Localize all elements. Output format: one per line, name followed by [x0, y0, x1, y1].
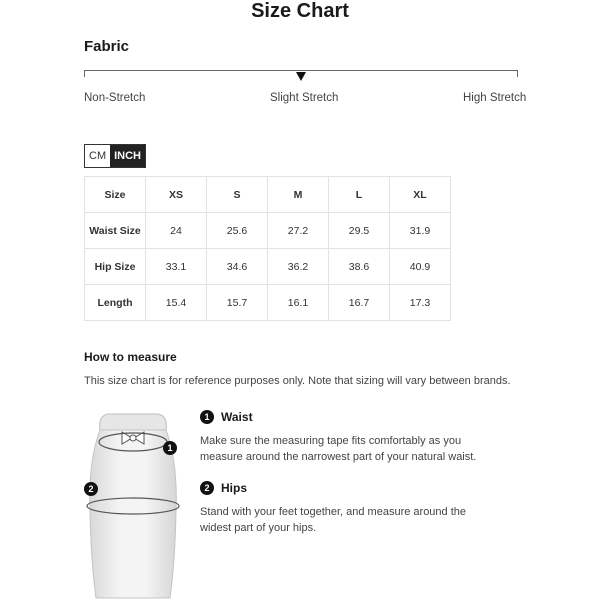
step-2-badge-icon: 2	[200, 481, 214, 495]
row-label: Waist Size	[85, 213, 146, 249]
waist-badge-icon: 1	[163, 441, 177, 455]
scale-label-non-stretch: Non-Stretch	[84, 92, 146, 104]
step-1-badge-icon: 1	[200, 410, 214, 424]
table-header-cell: XS	[146, 177, 207, 213]
step-2-title: Hips	[221, 481, 248, 495]
table-cell: 38.6	[329, 249, 390, 285]
table-header-cell: S	[207, 177, 268, 213]
table-cell: 36.2	[268, 249, 329, 285]
table-cell: 29.5	[329, 213, 390, 249]
stretch-scale-line	[84, 70, 518, 71]
skirt-illustration-icon	[78, 402, 188, 600]
table-header-cell: XL	[390, 177, 451, 213]
table-header-cell: Size	[85, 177, 146, 213]
table-cell: 15.7	[207, 285, 268, 321]
size-table	[84, 176, 451, 321]
scale-tick-end	[517, 70, 518, 77]
table-cell: 33.1	[146, 249, 207, 285]
table-header-row	[85, 177, 451, 213]
table-header-cell: L	[329, 177, 390, 213]
unit-inch-button[interactable]: INCH	[110, 145, 145, 167]
unit-toggle	[84, 144, 146, 168]
table-cell: 16.1	[268, 285, 329, 321]
step-1-title: Waist	[221, 410, 253, 424]
reference-note: This size chart is for reference purposes only. Note that sizing will vary between brands.	[84, 375, 511, 387]
table-cell: 31.9	[390, 213, 451, 249]
table-cell: 25.6	[207, 213, 268, 249]
table-row	[85, 213, 451, 249]
unit-cm-button[interactable]: CM	[85, 145, 110, 167]
scale-label-slight-stretch: Slight Stretch	[270, 92, 339, 104]
step-2-text: Stand with your feet together, and measure around the widest part of your hips.	[200, 506, 467, 534]
row-label: Hip Size	[85, 249, 146, 285]
table-cell: 24	[146, 213, 207, 249]
step-1-text: Make sure the measuring tape fits comfortably as you measure around the narrowest part of your natural waist.	[200, 435, 477, 463]
table-cell: 16.7	[329, 285, 390, 321]
fabric-heading: Fabric	[84, 38, 130, 55]
how-to-measure-heading: How to measure	[84, 350, 177, 364]
scale-tick-start	[84, 70, 85, 77]
table-row	[85, 285, 451, 321]
table-cell: 34.6	[207, 249, 268, 285]
table-row	[85, 249, 451, 285]
table-cell: 27.2	[268, 213, 329, 249]
scale-label-high-stretch: High Stretch	[463, 92, 527, 104]
table-cell: 40.9	[390, 249, 451, 285]
hip-badge-icon: 2	[84, 482, 98, 496]
table-header-cell: M	[268, 177, 329, 213]
table-cell: 15.4	[146, 285, 207, 321]
page-title: Size Chart	[251, 0, 349, 22]
table-cell: 17.3	[390, 285, 451, 321]
row-label: Length	[85, 285, 146, 321]
stretch-marker-icon	[296, 72, 306, 81]
